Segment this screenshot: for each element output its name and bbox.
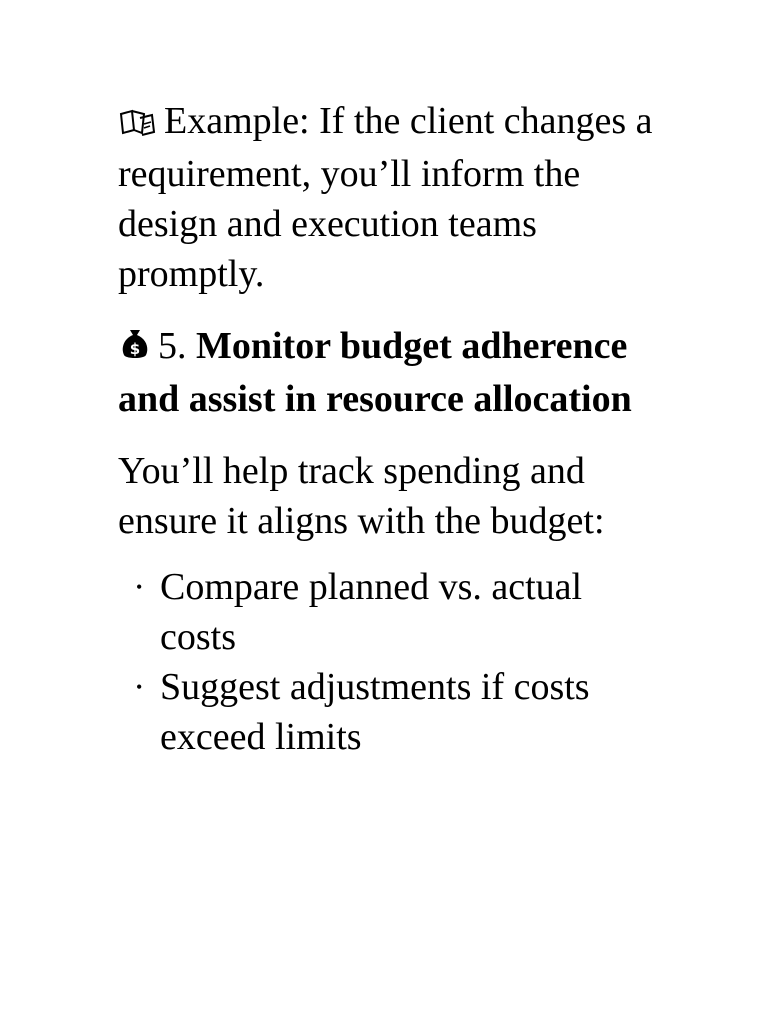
example-text: Example: If the client changes a requirement, you’ll inform the design and execution teams promptly. [118, 100, 653, 295]
bullet-list [118, 562, 658, 762]
section-heading [118, 321, 658, 424]
document-page [118, 96, 658, 762]
bullet-icon: • [136, 677, 143, 697]
bullet-icon: • [136, 577, 143, 597]
list-item-text: Compare planned vs. actual costs [160, 566, 583, 658]
intro-paragraph: You’ll help track spending and ensure it aligns with the budget: [118, 450, 605, 542]
list-item [118, 662, 658, 762]
section-number: 5. [158, 325, 187, 367]
list-item [118, 562, 658, 662]
svg-text:$: $ [129, 340, 141, 358]
money-bag-icon [118, 324, 152, 374]
section-title: Monitor budget adherence and assist in resource allocation [118, 325, 632, 420]
pages-icon [118, 99, 158, 149]
list-item-text: Suggest adjustments if costs exceed limits [160, 666, 590, 758]
example-paragraph [118, 96, 658, 299]
